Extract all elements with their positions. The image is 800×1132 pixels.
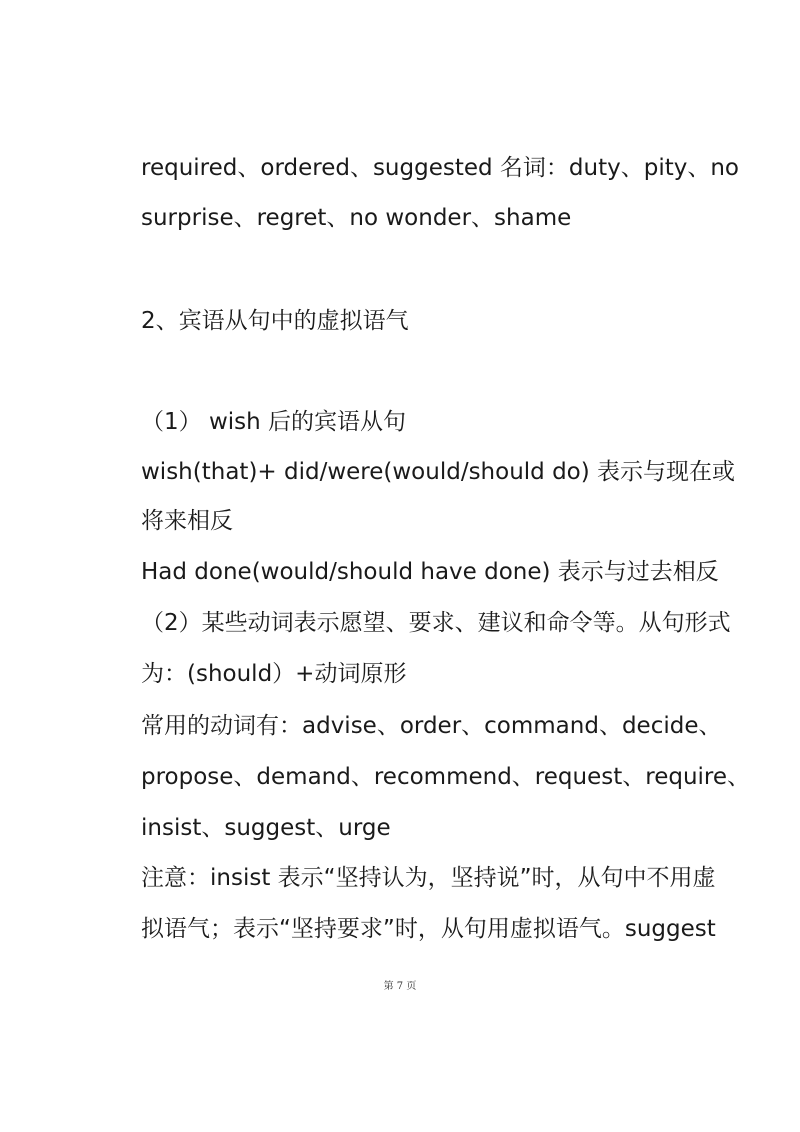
body-text-line: propose、demand、recommend、request、require、	[141, 764, 751, 790]
body-text-line: Had done(would/should have done) 表示与过去相反	[141, 559, 719, 585]
subsection-heading: （1） wish 后的宾语从句	[141, 409, 407, 435]
page-number-footer: 第 7 页	[383, 981, 417, 992]
body-text-line: required、ordered、suggested 名词：duty、pity、no	[141, 155, 739, 181]
body-text-line: 为：(should）+动词原形	[141, 661, 407, 687]
body-text-line: surprise、regret、no wonder、shame	[141, 205, 572, 231]
body-text-line: insist、suggest、urge	[141, 815, 391, 841]
body-text-line: 常用的动词有：advise、order、command、decide、	[141, 713, 722, 739]
section-heading: 2、宾语从句中的虚拟语气	[141, 308, 409, 334]
note-text-line: 拟语气；表示“坚持要求”时，从句用虚拟语气。suggest	[141, 916, 716, 942]
note-text-line: 注意：insist 表示“坚持认为，坚持说”时，从句中不用虚	[141, 865, 716, 891]
body-text-line: 将来相反	[141, 508, 233, 534]
body-text-line: wish(that)+ did/were(would/should do) 表示与现在或	[141, 459, 736, 485]
subsection-heading: （2）某些动词表示愿望、要求、建议和命令等。从句形式	[141, 610, 731, 636]
